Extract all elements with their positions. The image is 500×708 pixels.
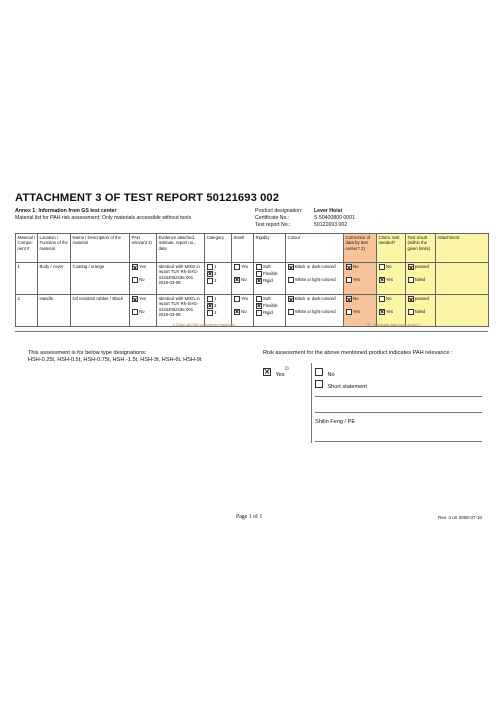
result-failed-label: failed [415, 277, 426, 283]
chem-test-cell [377, 295, 406, 327]
annex-heading: Annex 1: Information from GS test center [15, 208, 117, 214]
category-2-option [207, 271, 230, 277]
pah-no-option [132, 309, 155, 315]
chem-test-no-checkbox [379, 264, 385, 270]
smell-yes-option [234, 264, 252, 270]
header-cell: Correction of data by test center? 2) [344, 234, 377, 263]
material-name-cell: Coating / orange [71, 263, 130, 295]
colour-cell [286, 263, 344, 295]
category-cell [205, 295, 232, 327]
risk-no-label: No [327, 372, 335, 378]
risk-vertical-divider [311, 363, 312, 443]
correction-yes-checkbox [346, 309, 352, 315]
pah-no-label: No [139, 277, 145, 283]
test-result-cell [406, 295, 436, 327]
result-failed-option [408, 277, 434, 283]
colour-dark-checkbox [288, 264, 294, 270]
rigidity-flexible-checkbox [256, 271, 262, 277]
colour-light-option [288, 309, 342, 315]
risk-yes-checkbox [263, 368, 271, 376]
product-designation-label: Product designation: [255, 208, 303, 214]
result-passed-option [408, 296, 434, 302]
correction-yes-label: Yes [353, 309, 361, 315]
header-cell: Attachment [436, 234, 489, 263]
header-cell: Chem. test needed? [377, 234, 406, 263]
category-1-label: 1 [214, 296, 217, 302]
risk-heading: Risk assessment for the above mentioned product indicates PAH relevance : [263, 350, 453, 356]
rigidity-flexible-label: Flexible [263, 271, 278, 277]
category-1-option [207, 296, 230, 302]
short-statement-checkbox [315, 380, 323, 388]
chem-test-yes-label: Yes [386, 309, 394, 315]
rigidity-rigid-checkbox [256, 310, 262, 316]
colour-light-label: White or light-colored [295, 277, 336, 283]
smell-cell [232, 295, 254, 327]
colour-dark-option [288, 296, 342, 302]
signer-name: Shilin Feng / PE [315, 419, 356, 425]
type-designations: HSH-0.25t, HSH-0.5t, HSH-0.75t, HSH -1.5t, HSH-3t, HSH-6t, HSH-9t [28, 357, 202, 363]
attachment-cell [436, 263, 489, 295]
header-cell: Rigidity [254, 234, 286, 263]
smell-no-option [234, 277, 252, 283]
smell-no-option [234, 309, 252, 315]
test-result-cell [406, 263, 436, 295]
pah-yes-option [132, 264, 155, 270]
rigidity-cell [254, 295, 286, 327]
risk-yes-option [263, 363, 289, 381]
chem-test-yes-label: Yes [386, 277, 394, 283]
category-3-label: 3 [214, 277, 217, 283]
certificate-value: S 50400800 0001 [314, 215, 355, 221]
smell-no-label: No [241, 309, 247, 315]
pah-relevant-cell [130, 263, 157, 295]
risk-yes-footnote-ref: 1) [284, 365, 289, 371]
signature-line [315, 412, 482, 413]
rigidity-soft-option [256, 264, 284, 270]
document-title: ATTACHMENT 3 OF TEST REPORT 50121693 002 [15, 192, 280, 204]
pah-yes-checkbox [132, 264, 138, 270]
statement-line [315, 396, 482, 397]
smell-yes-option [234, 296, 252, 302]
table-row [16, 263, 489, 295]
correction-yes-option [346, 277, 375, 283]
certificate-label: Certificate No.: [255, 215, 290, 221]
colour-light-checkbox [288, 277, 294, 283]
test-report-value: 50121693 002 [314, 222, 348, 228]
smell-no-checkbox [234, 277, 240, 283]
correction-no-label: No [353, 296, 359, 302]
rigidity-flexible-option [256, 271, 284, 277]
header-cell: Colour [286, 234, 344, 263]
chem-test-no-checkbox [379, 296, 385, 302]
rigidity-soft-label: Soft [263, 296, 271, 302]
category-cell [205, 263, 232, 295]
chem-test-no-option [379, 264, 404, 270]
footnote-pah-materials: 1) Enter all PAH considered materials [172, 323, 236, 327]
result-passed-label: passed [415, 296, 429, 302]
chem-test-no-label: No [386, 264, 392, 270]
correction-cell [344, 295, 377, 327]
chem-test-no-label: No [386, 296, 392, 302]
assessment-note: This assessment is for below type designations: [28, 350, 147, 356]
result-passed-option [408, 264, 434, 270]
correction-no-option [346, 296, 375, 302]
pah-no-checkbox [132, 277, 138, 283]
smell-yes-label: Yes [241, 296, 249, 302]
header-cell: Name / Description of the material [71, 234, 130, 263]
chem-test-yes-option [379, 277, 404, 283]
rigidity-rigid-label: Rigid [263, 309, 273, 315]
category-2-checkbox [207, 303, 213, 309]
pah-yes-label: Yes [139, 264, 147, 270]
pah-yes-label: Yes [139, 296, 147, 302]
evidence-cell: Identical with M001 in report TUV Rh-SHG-3134306219e 001 2018-03-08 [157, 295, 205, 327]
evidence-cell: Identical with M002 in report TUV Rh-SHG-3134306219e 001 2018-03-08 [157, 263, 205, 295]
header-cell: Category [205, 234, 232, 263]
revision-note: Rev. 4 on 2008-07-10 [438, 515, 483, 520]
header-cell: Test result (within the given limits) [406, 234, 436, 263]
correction-yes-label: Yes [353, 277, 361, 283]
chem-test-yes-checkbox [379, 277, 385, 283]
correction-no-option [346, 264, 375, 270]
smell-no-checkbox [234, 309, 240, 315]
chem-test-cell [377, 263, 406, 295]
rigidity-cell [254, 263, 286, 295]
result-passed-checkbox [408, 264, 414, 270]
category-3-option [207, 278, 230, 284]
material-table [15, 233, 489, 327]
rigidity-soft-checkbox [256, 264, 262, 270]
product-designation-value: Lever Hoist [314, 208, 343, 214]
material-name-cell: Oil resistant rubber / Black [71, 295, 130, 327]
category-3-label: 3 [214, 309, 217, 315]
result-passed-label: passed [415, 264, 429, 270]
header-cell: Smell [232, 234, 254, 263]
rigidity-soft-option [256, 296, 284, 302]
correction-yes-checkbox [346, 277, 352, 283]
colour-light-option [288, 277, 342, 283]
chem-test-yes-option [379, 309, 404, 315]
component-number: 1 [16, 263, 38, 295]
smell-cell [232, 263, 254, 295]
location-cell: Body / cover [38, 263, 71, 295]
rigidity-rigid-label: Rigid [263, 277, 273, 283]
colour-dark-label: Black or dark-colored [295, 264, 336, 270]
pah-yes-checkbox [132, 296, 138, 302]
rigidity-flexible-checkbox [256, 303, 262, 309]
signature-bottom-line [315, 441, 482, 442]
correction-cell [344, 263, 377, 295]
category-3-option [207, 310, 230, 316]
rigidity-flexible-option [256, 303, 284, 309]
table-row [16, 295, 489, 327]
header-cell: Evidence attached, Institute, report no., date [157, 234, 205, 263]
short-statement-label: Short statement [327, 384, 367, 390]
rigidity-soft-label: Soft [263, 264, 271, 270]
category-2-label: 2 [214, 271, 217, 277]
rigidity-rigid-option [256, 278, 284, 284]
chem-test-yes-checkbox [379, 309, 385, 315]
colour-light-checkbox [288, 309, 294, 315]
divider-line [15, 331, 488, 332]
result-passed-checkbox [408, 296, 414, 302]
header-cell: Material / Compo-nent # [16, 234, 38, 263]
footnote-applicant-data: 2) - Applicant data from Annex I [367, 323, 420, 327]
category-1-checkbox [207, 296, 213, 302]
smell-no-label: No [241, 277, 247, 283]
chem-test-no-option [379, 296, 404, 302]
smell-yes-checkbox [234, 264, 240, 270]
pah-yes-option [132, 296, 155, 302]
rigidity-rigid-checkbox [256, 278, 262, 284]
correction-no-checkbox [346, 296, 352, 302]
pah-no-label: No [139, 309, 145, 315]
component-number: 2 [16, 295, 38, 327]
colour-light-label: White or light-colored [295, 309, 336, 315]
location-cell: Handle [38, 295, 71, 327]
smell-yes-checkbox [234, 296, 240, 302]
correction-yes-option [346, 309, 375, 315]
category-3-checkbox [207, 278, 213, 284]
category-2-checkbox [207, 271, 213, 277]
smell-yes-label: Yes [241, 264, 249, 270]
pah-relevant-cell [130, 295, 157, 327]
pah-no-option [132, 277, 155, 283]
result-failed-checkbox [408, 309, 414, 315]
material-list-note: Material list for PAH risk assessment; Only materials accessible without tools [15, 215, 192, 221]
colour-dark-label: Black or dark-colored [295, 296, 336, 302]
category-1-checkbox [207, 264, 213, 270]
category-1-label: 1 [214, 264, 217, 270]
colour-dark-checkbox [288, 296, 294, 302]
category-3-checkbox [207, 310, 213, 316]
header-cell: PAH relevant 1) [130, 234, 157, 263]
rigidity-flexible-label: Flexible [263, 303, 278, 309]
colour-cell [286, 295, 344, 327]
correction-no-label: No [353, 264, 359, 270]
attachment-cell [436, 295, 489, 327]
result-failed-checkbox [408, 277, 414, 283]
colour-dark-option [288, 264, 342, 270]
rigidity-soft-checkbox [256, 296, 262, 302]
test-report-label: Test report No.: [255, 222, 291, 228]
category-1-option [207, 264, 230, 270]
header-cell: Location / Function of the material [38, 234, 71, 263]
result-failed-option [408, 309, 434, 315]
table-header-row [16, 234, 489, 263]
page-number: Page 1 of 1 [236, 514, 263, 520]
short-statement-option [315, 375, 367, 393]
rigidity-rigid-option [256, 310, 284, 316]
category-2-option [207, 303, 230, 309]
pah-no-checkbox [132, 309, 138, 315]
category-2-label: 2 [214, 303, 217, 309]
correction-no-checkbox [346, 264, 352, 270]
result-failed-label: failed [415, 309, 426, 315]
risk-yes-label: Yes [275, 372, 285, 378]
